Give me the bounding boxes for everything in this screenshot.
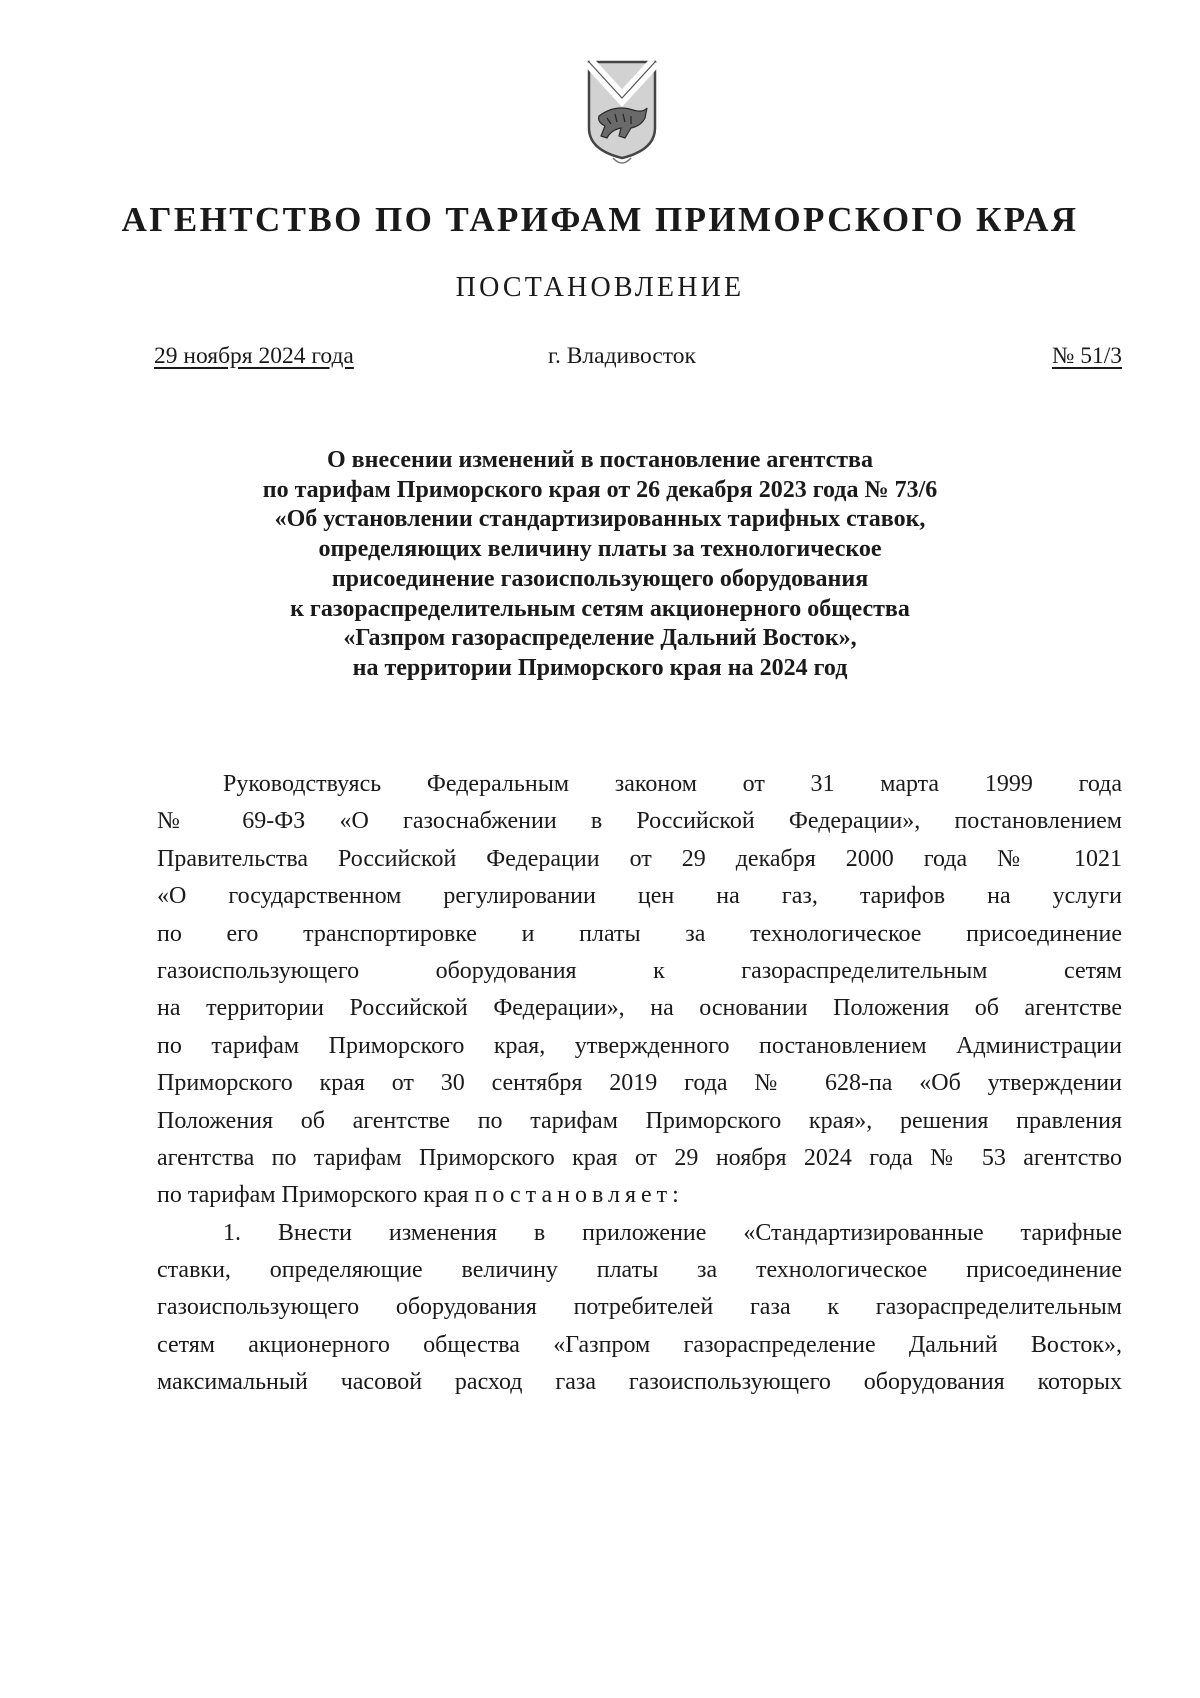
paragraph-item-1 [157,1215,1122,1402]
body-line: № 69-ФЗ «О газоснабжении в Российской Федерации», постановлением [157,808,1122,835]
title-line: на территории Приморского края на 2024 год [352,654,848,681]
body-line: Приморского края от 30 сентября 2019 года № 628-па «Об утверждении [157,1070,1122,1097]
document-type: ПОСТАНОВЛЕНИЕ [455,272,745,303]
body-line [157,1177,1122,1214]
title-line: по тарифам Приморского края от 26 декабря 2023 года № 73/6 [262,476,938,503]
primorsky-krai-coat-of-arms-icon [585,58,659,170]
document-number: № 51/3 [1051,343,1122,369]
document-date: 29 ноября 2024 года [154,343,354,369]
body-line: агентства по тарифам Приморского края от 29 ноября 2024 года № 53 агентство [157,1144,1122,1171]
body-line: газоиспользующего оборудования к газораспределительным сетям [157,957,1122,984]
body-line: «О государственном регулировании цен на газ, тарифов на услуги [157,883,1122,910]
document-city: г. Владивосток [548,343,696,369]
agency-name: АГЕНТСТВО ПО ТАРИФАМ ПРИМОРСКОГО КРАЯ [121,200,1079,239]
body-line: Руководствуясь Федеральным законом от 31 марта 1999 года [223,771,1122,797]
title-line: «Газпром газораспределение Дальний Восток», [343,625,857,652]
document-title [100,446,1100,684]
body-line: ставки, определяющие величину платы за технологическое присоединение [157,1257,1122,1284]
resolves-word: постановляет [474,1182,673,1209]
body-line: максимальный часовой расход газа газоиспользующего оборудования которых [157,1369,1122,1396]
title-line: О внесении изменений в постановление агентства [327,447,873,473]
body-line: по тарифам Приморского края, утвержденного постановлением Администрации [157,1032,1122,1059]
body-line-suffix: : [672,1182,679,1209]
title-line: присоединение газоиспользующего оборудования [331,565,869,592]
title-line: к газораспределительным сетям акционерного общества [290,595,910,622]
document-body [157,766,1122,1402]
body-line: 1. Внести изменения в приложение «Стандартизированные тарифные [223,1219,1122,1246]
body-line: на территории Российской Федерации», на основании Положения об агентстве [157,995,1122,1022]
body-line: сетям акционерного общества «Газпром газораспределение Дальний Восток», [157,1331,1122,1358]
body-line: Положения об агентстве по тарифам Приморского края», решения правления [157,1107,1122,1134]
body-line: газоиспользующего оборудования потребителей газа к газораспределительным [157,1294,1122,1321]
paragraph-preamble [157,766,1122,1215]
body-line-prefix: по тарифам Приморского края [157,1182,475,1209]
title-line: «Об установлении стандартизированных тарифных ставок, [274,506,926,533]
body-line: по его транспортировке и платы за технологическое присоединение [157,920,1122,947]
body-line: Правительства Российской Федерации от 29 декабря 2000 года № 1021 [157,845,1122,872]
title-line: определяющих величину платы за технологическое [318,536,882,563]
